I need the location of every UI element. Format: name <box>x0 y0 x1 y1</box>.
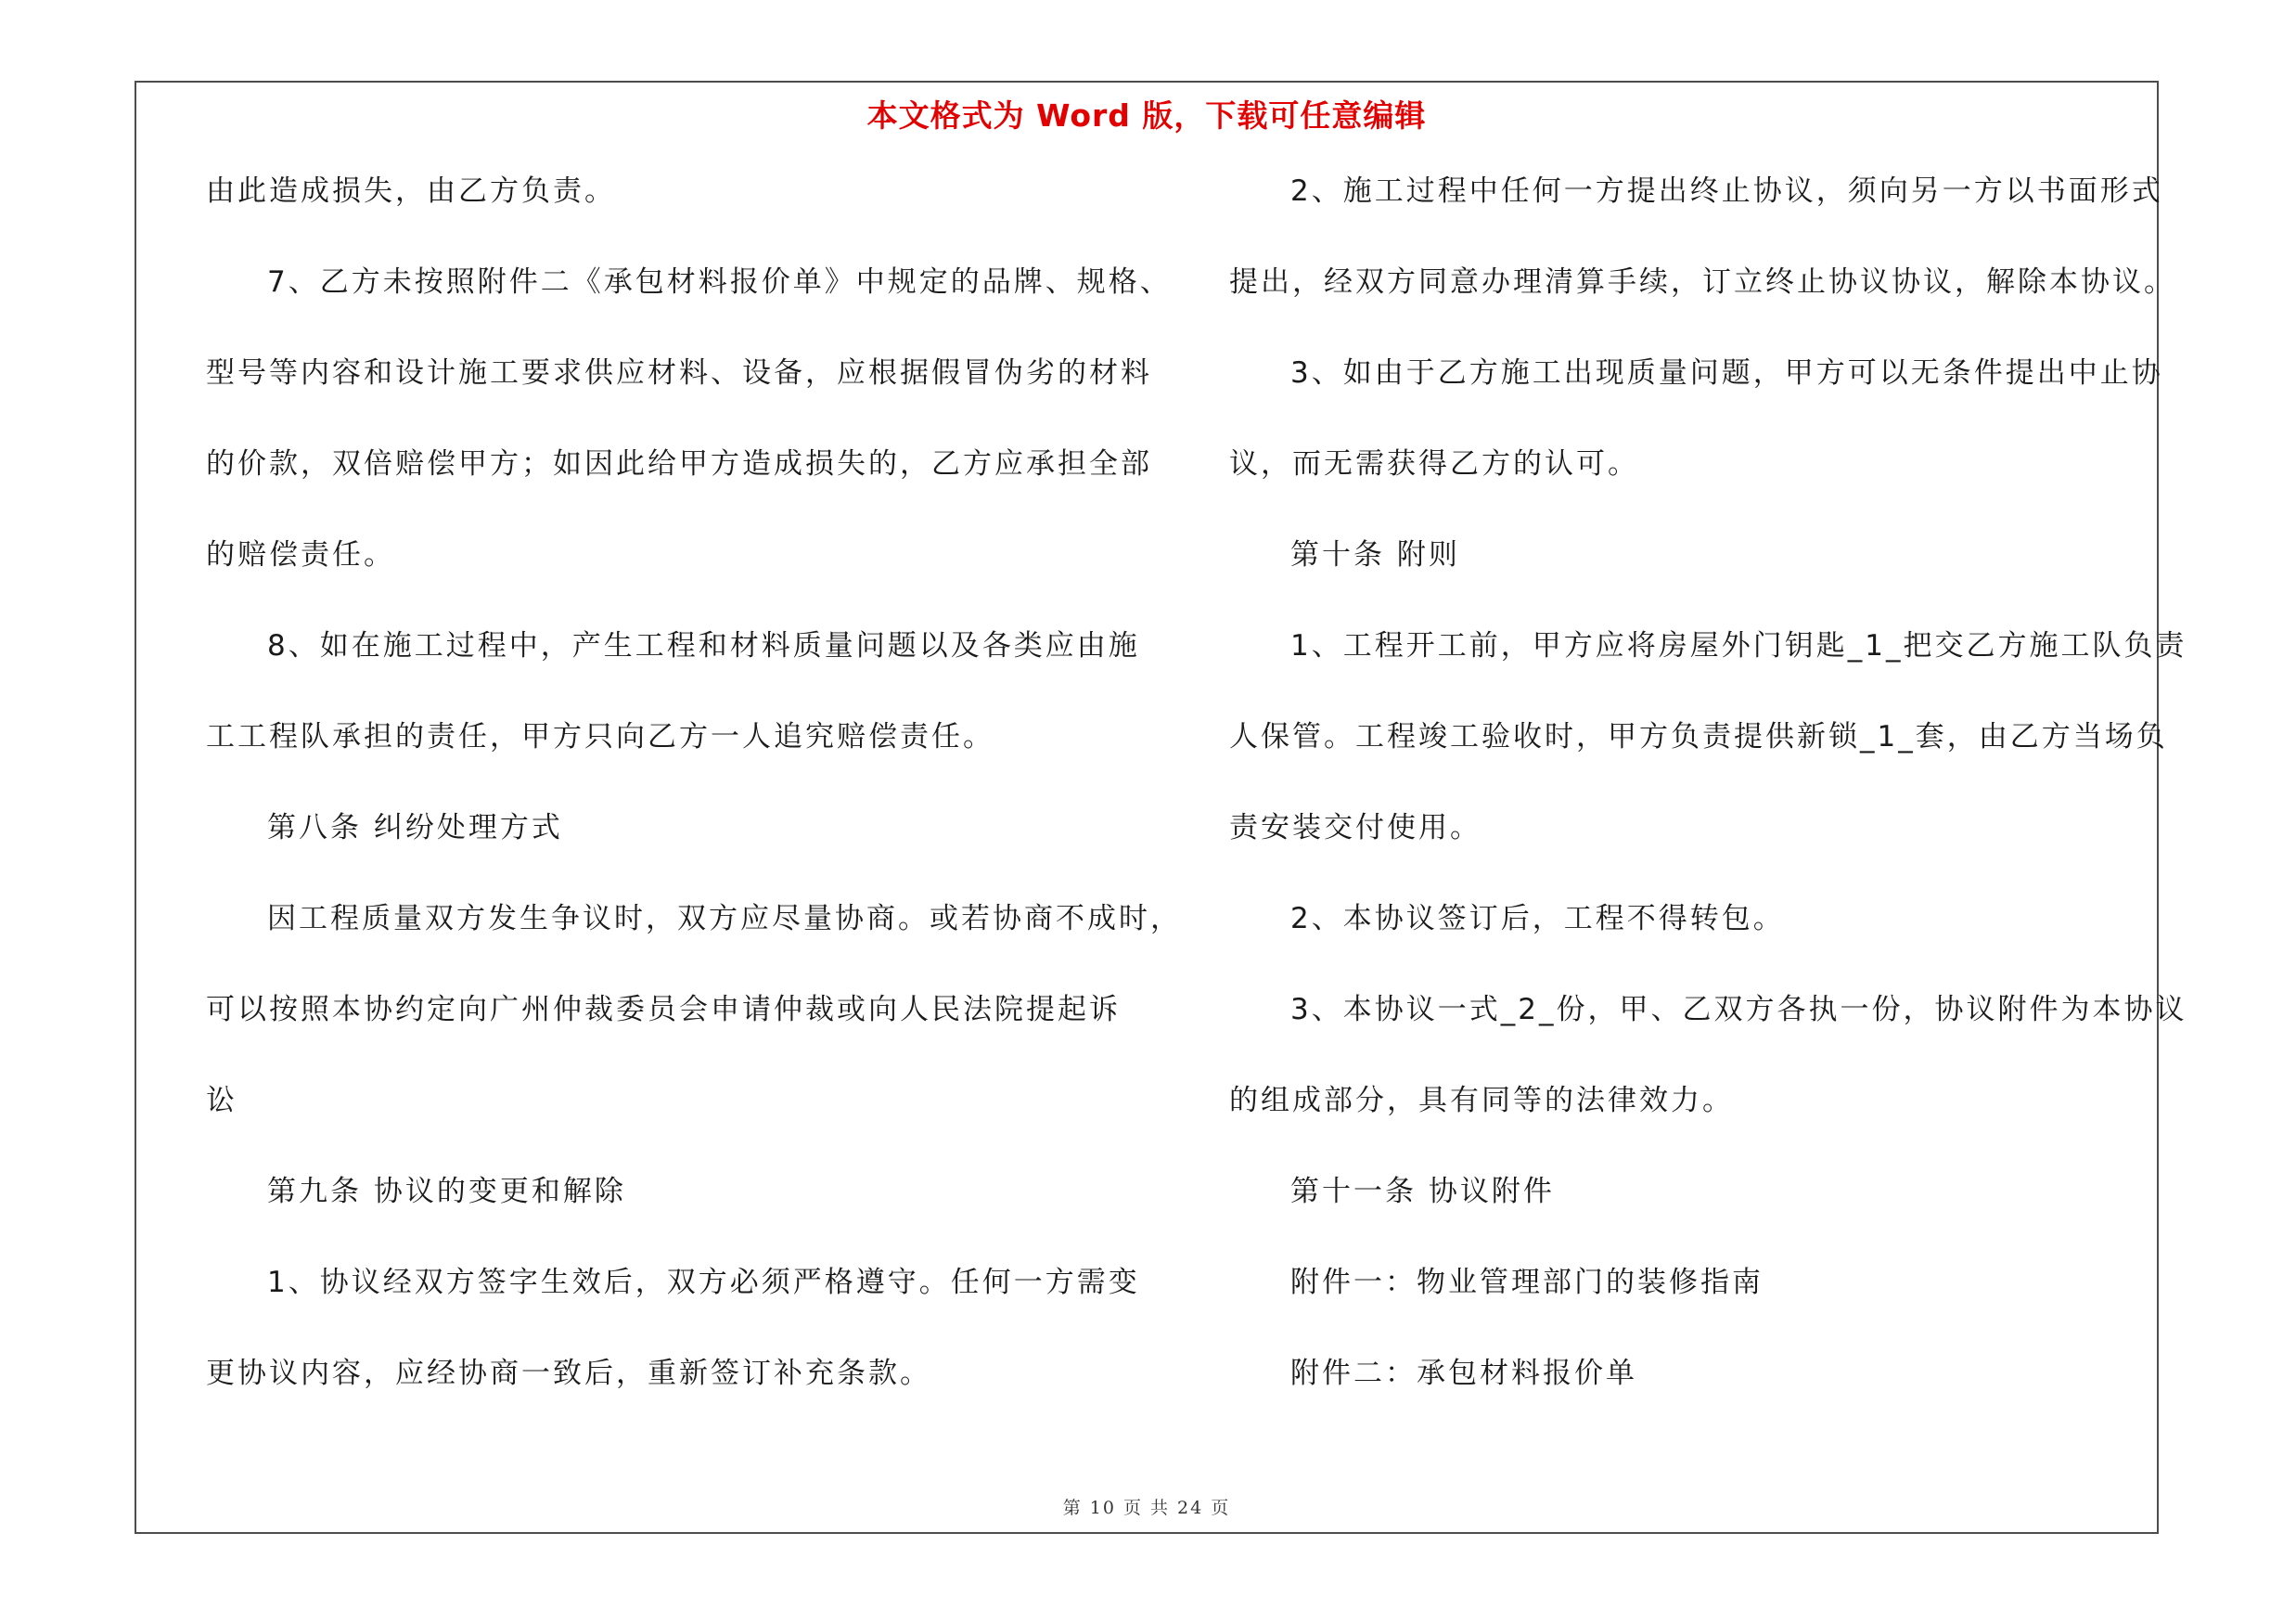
text-line: 的组成部分，具有同等的法律效力。 <box>1229 1084 1734 1117</box>
text-line: 2、施工过程中任何一方提出终止协议，须向另一方以书面形式 <box>1290 174 2163 208</box>
text-line: 的赔偿责任。 <box>206 538 395 572</box>
page-footer: 第 10 页 共 24 页 <box>1062 1498 1231 1518</box>
text-line: 附件二：承包材料报价单 <box>1290 1357 1637 1390</box>
left-column <box>206 174 1182 1449</box>
text-line: 3、本协议一式_2_份，甲、乙双方各执一份，协议附件为本协议 <box>1290 993 2187 1026</box>
text-line: 第十一条 协议附件 <box>1290 1175 1555 1208</box>
text-line: 1、工程开工前，甲方应将房屋外门钥匙_1_把交乙方施工队负责 <box>1290 629 2187 663</box>
text-line: 更协议内容，应经协商一致后，重新签订补充条款。 <box>206 1357 931 1390</box>
format-banner: 本文格式为 Word 版，下载可任意编辑 <box>866 97 1427 134</box>
text-line: 附件一：物业管理部门的装修指南 <box>1290 1266 1764 1299</box>
text-line: 工工程队承担的责任，甲方只向乙方一人追究赔偿责任。 <box>206 720 994 754</box>
text-line: 3、如由于乙方施工出现质量问题，甲方可以无条件提出中止协 <box>1290 356 2163 390</box>
text-line: 可以按照本协约定向广州仲裁委员会申请仲裁或向人民法院提起诉 <box>206 993 1121 1026</box>
text-line: 提出，经双方同意办理清算手续，订立终止协议协议，解除本协议。 <box>1229 265 2175 299</box>
text-line: 第九条 协议的变更和解除 <box>267 1175 626 1208</box>
text-line: 的价款，双倍赔偿甲方；如因此给甲方造成损失的，乙方应承担全部 <box>206 447 1152 481</box>
text-line: 由此造成损失，由乙方负责。 <box>206 174 616 208</box>
right-column <box>1229 174 2187 1449</box>
document-page <box>135 81 2187 1534</box>
text-line: 8、如在施工过程中，产生工程和材料质量问题以及各类应由施 <box>267 629 1140 663</box>
text-line: 2、本协议签订后，工程不得转包。 <box>1290 902 1785 935</box>
text-line: 因工程质量双方发生争议时，双方应尽量协商。或若协商不成时， <box>267 902 1182 935</box>
text-line: 第十条 附则 <box>1290 538 1460 572</box>
text-line: 型号等内容和设计施工要求供应材料、设备，应根据假冒伪劣的材料 <box>206 356 1152 390</box>
text-line: 1、协议经双方签字生效后，双方必须严格遵守。任何一方需变 <box>267 1266 1140 1299</box>
text-line: 人保管。工程竣工验收时，甲方负责提供新锁_1_套，由乙方当场负 <box>1229 720 2168 754</box>
text-line: 责安装交付使用。 <box>1229 811 1481 844</box>
text-line: 议，而无需获得乙方的认可。 <box>1229 447 1639 481</box>
text-line: 7、乙方未按照附件二《承包材料报价单》中规定的品牌、规格、 <box>267 265 1172 299</box>
text-line: 讼 <box>206 1084 237 1117</box>
text-line: 第八条 纠纷处理方式 <box>267 811 563 844</box>
